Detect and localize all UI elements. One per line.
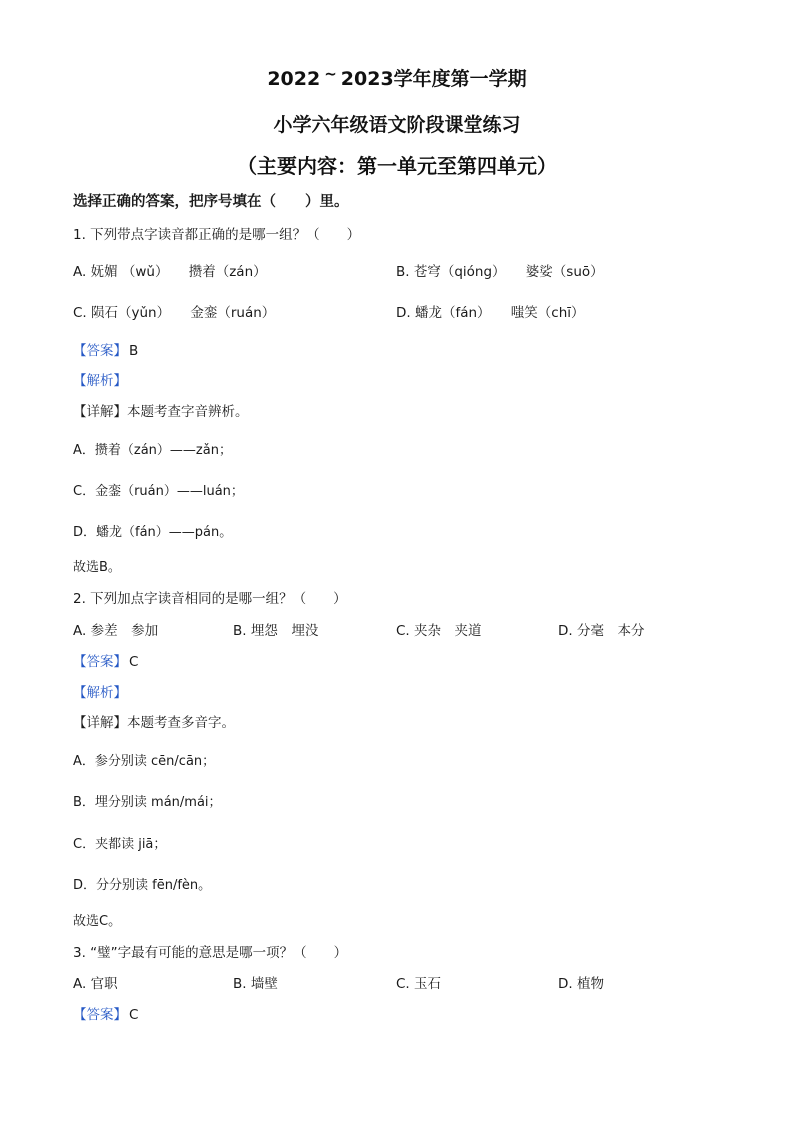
q2-detail-text: 本题考查多音字。 [127,715,235,731]
q2-option-a: A. 参差 参加 [73,623,159,639]
q1-stem: 1. 下列带点字读音都正确的是哪一组？（ ） [73,227,361,243]
q1-analysis-line: C．金銮（ruán）——luán； [73,484,244,499]
q1-option-b: B. 苍穹（qióng） 婆娑（suō） [396,264,604,280]
q2-answer [73,650,138,670]
q3-option-a: A. 官职 [73,976,118,992]
q2-option-d: D. 分毫 本分 [558,623,645,639]
q2-analysis-line: C．夹都读 jiā； [73,837,167,852]
q1-answer-value: B [129,343,139,359]
instruction: 选择正确的答案，把序号填在（ ）里。 [73,194,349,210]
q3-answer-value: C [129,1007,139,1023]
detail-label: 【详解】 [73,715,127,731]
q1-option-a: A. 妩媚 （wǔ） 攒着（zán） [73,264,267,280]
q1-analysis [73,369,127,389]
q1-analysis-line: A．攒着（zán）——zǎn； [73,443,232,458]
q2-option-c: C. 夹杂 夹道 [396,623,482,639]
term-label: 学年度第一学期 [393,68,527,90]
answer-label: 【答案】 [73,654,127,670]
q2-analysis-line: A．参分别读 cēn/cān； [73,754,216,769]
q2-detail [73,711,235,731]
q3-answer [73,1003,138,1023]
q2-analysis-line: D．分分别读 fēn/fèn。 [73,878,212,893]
answer-label: 【答案】 [73,1007,127,1023]
year-end: 2023 [340,68,394,90]
q2-option-b: B. 埋怨 埋没 [233,623,319,639]
q1-analysis-line: D．蟠龙（fán）——pán。 [73,525,233,540]
analysis-label: 【解析】 [73,685,127,701]
q1-option-d: D. 蟠龙（fán） 嗤笑（chī） [396,305,585,321]
q2-answer-value: C [129,654,139,670]
q3-stem: 3. “璧”字最有可能的意思是哪一项？（ ） [73,945,348,961]
year-start: 2022 [267,68,321,90]
q3-option-b: B. 墙壁 [233,976,278,992]
doc-scope: （主要内容：第一单元至第四单元） [237,154,557,178]
q2-conclusion: 故选C。 [73,914,122,929]
answer-label: 【答案】 [73,343,127,359]
q1-option-c: C. 陨石（yǔn） 金銮（ruán） [73,305,276,321]
doc-title-line1 [0,64,794,91]
q2-analysis [73,681,127,701]
q3-option-d: D. 植物 [558,976,604,992]
q2-analysis-line: B．埋分别读 mán/mái； [73,795,222,810]
q1-detail [73,400,249,420]
analysis-label: 【解析】 [73,373,127,389]
q2-stem: 2. 下列加点字读音相同的是哪一组？（ ） [73,591,347,607]
q3-option-c: C. 玉石 [396,976,442,992]
q1-answer [73,339,138,359]
detail-label: 【详解】 [73,404,127,420]
q1-conclusion: 故选B。 [73,560,121,575]
doc-subtitle: 小学六年级语文阶段课堂练习 [273,114,521,136]
year-tilde: ~ [324,65,337,83]
q1-detail-text: 本题考查字音辨析。 [127,404,249,420]
